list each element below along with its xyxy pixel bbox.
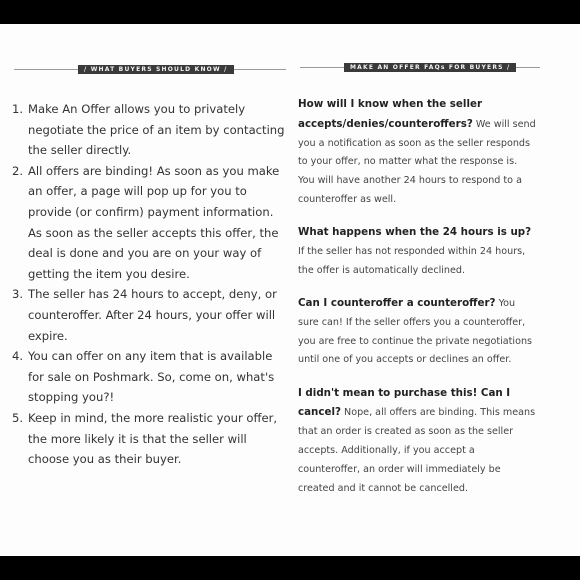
faq-item xyxy=(298,384,536,499)
list-item xyxy=(12,408,288,470)
faq-question: Can I counteroffer a counteroffer? xyxy=(298,296,496,309)
list-item-text: Keep in mind, the more realistic your offer, the more likely it is that the seller will choose you as their buyer. xyxy=(28,410,278,467)
faq-item xyxy=(298,294,536,370)
list-item-text: Make An Offer allows you to privately negotiate the price of an item by contacting the seller directly. xyxy=(28,102,285,158)
list-item-text: You can offer on any item that is available for sale on Poshmark. So, come on, what's stopping you?! xyxy=(28,349,275,405)
list-item xyxy=(12,346,288,408)
list-item-number: 5. xyxy=(12,410,24,425)
list-item-text: All offers are binding! As soon as you make an offer, a page will pop up for you to provide (or confirm) payment information. As soon as the seller accepts this offer, the deal is done and you are on your way of getting the item you desire. xyxy=(28,163,280,281)
buyers-tips-list xyxy=(12,99,288,470)
list-item-number: 2. xyxy=(12,163,24,178)
faq-item xyxy=(298,95,536,210)
right-section-header: MAKE AN OFFER FAQs FOR BUYERS / xyxy=(344,63,516,72)
faq-question: How will I know when the seller accepts/denies/counteroffers? xyxy=(298,98,483,130)
list-item xyxy=(12,161,288,285)
list-item-text: The seller has 24 hours to accept, deny, or counteroffer. After 24 hours, your offer will expire. xyxy=(28,287,277,343)
faq-answer: You sure can! If the seller offers you a counteroffer, you are free to continue the private negotiations until one of you accepts or declines an offer. xyxy=(298,297,533,366)
list-item-number: 1. xyxy=(12,102,24,116)
list-item-number: 3. xyxy=(12,287,24,302)
faq-answer: If the seller has not responded within 24 hours, the offer is automatically declined. xyxy=(298,245,526,276)
left-section-header: / WHAT BUYERS SHOULD KNOW / xyxy=(78,65,234,74)
faq-list xyxy=(298,95,536,512)
right-section-header-label: MAKE AN OFFER FAQs FOR BUYERS xyxy=(350,64,504,71)
faq-item xyxy=(298,223,536,280)
list-item-number: 4. xyxy=(12,349,24,364)
faq-answer: Nope, all offers are binding. This means that an order is created as soon as the seller accepts. Additionally, if you accept a counteroffer, an order will immediately be created and it cannot be cancelled. xyxy=(298,407,536,494)
faq-answer: We will send you a notification as soon as the seller responds to your offer, no matter what the response is. You will have another 24 hours to respond to a counteroffer as well. xyxy=(298,118,536,205)
left-section-header-label: WHAT BUYERS SHOULD KNOW xyxy=(90,66,221,73)
faq-question: I didn't mean to purchase this! Can I cancel? xyxy=(298,386,511,419)
document-page xyxy=(0,24,580,556)
list-item xyxy=(12,284,288,346)
list-item xyxy=(12,99,288,161)
faq-question: What happens when the 24 hours is up? xyxy=(298,226,532,239)
